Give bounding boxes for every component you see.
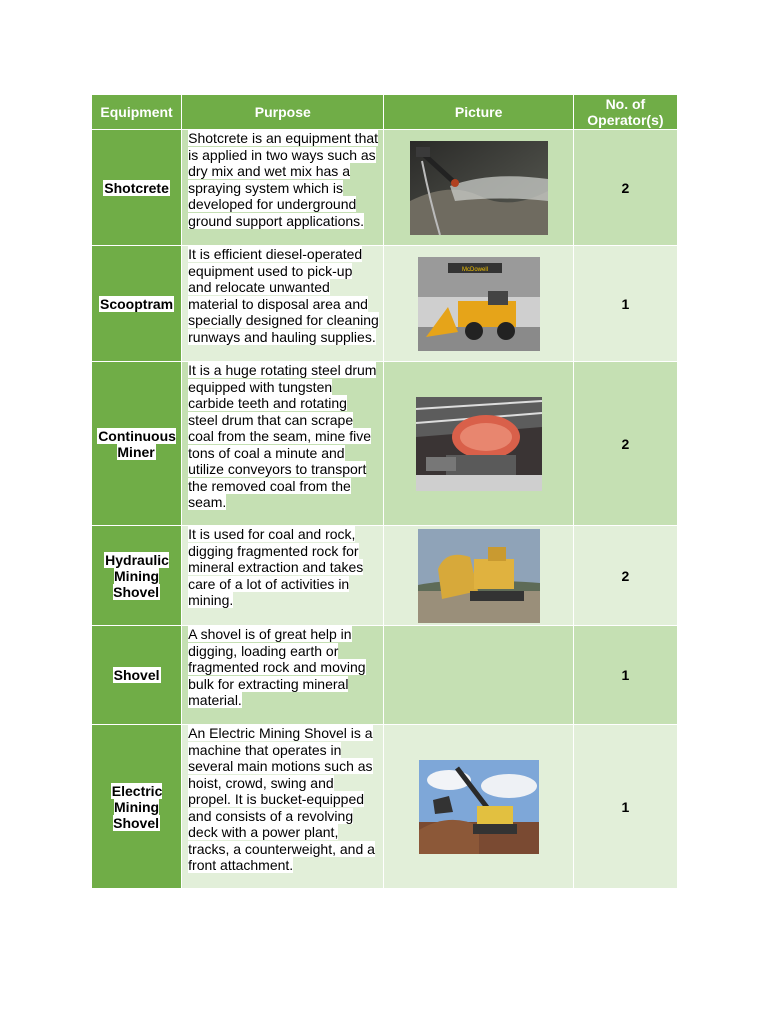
picture-cell (384, 246, 573, 362)
table-row (92, 725, 678, 889)
purpose-text: It is a huge rotating steel drum equipped with tungsten carbide teeth and rotating steel drum that can scrape coal from the seam, mine five tons of coal a minute and utilize conveyors to transport the removed coal from the seam. (188, 362, 377, 510)
purpose-cell (182, 725, 384, 889)
electric-shovel-photo (419, 760, 539, 854)
equipment-name-cell (92, 246, 182, 362)
header-operators: No. of Operator(s) (573, 95, 677, 130)
purpose-text: An Electric Mining Shovel is a machine that operates in several main motions such as hoist, crowd, swing and propel. It is bucket-equipped and consists of a revolving deck with a power plant, tracks, a counterweight, and a front attachment. (188, 725, 375, 873)
photo-sign-text: McDowell (461, 266, 488, 273)
picture-cell (384, 725, 573, 889)
header-row (92, 95, 678, 130)
equipment-name-cell (92, 526, 182, 626)
purpose-text: It is efficient diesel-operated equipment used to pick-up and relocate unwanted material to disposal area and specially designed for cleaning runways and hauling supplies. (188, 246, 379, 345)
equipment-name-cell (92, 130, 182, 246)
equipment-name: Electric Mining Shovel (111, 782, 163, 831)
operators-cell: 1 (573, 626, 677, 725)
equipment-name: Continuous Miner (98, 427, 176, 460)
picture-cell-empty (384, 626, 573, 725)
header-picture: Picture (384, 95, 573, 130)
purpose-cell (182, 130, 384, 246)
operators-cell: 2 (573, 526, 677, 626)
purpose-text: It is used for coal and rock, digging fragmented rock for mineral extraction and takes care of a lot of activities in mining. (188, 526, 364, 608)
picture-cell (384, 130, 573, 246)
equipment-name: Shovel (113, 667, 160, 683)
hydraulic-shovel-photo (418, 529, 540, 623)
purpose-cell (182, 626, 384, 725)
picture-cell (384, 362, 573, 526)
operators-cell: 1 (573, 246, 677, 362)
shotcrete-photo (410, 141, 548, 235)
equipment-table (91, 94, 678, 889)
equipment-name: Scooptram (100, 295, 174, 312)
header-purpose: Purpose (182, 95, 384, 130)
operators-cell: 1 (573, 725, 677, 889)
header-equipment: Equipment (92, 95, 182, 130)
equipment-name-cell (92, 626, 182, 725)
purpose-text: A shovel is of great help in digging, loading earth or fragmented rock and moving bulk for extracting mineral material. (188, 626, 366, 708)
table-row (92, 246, 678, 362)
purpose-cell (182, 526, 384, 626)
equipment-name-cell (92, 362, 182, 526)
table-row (92, 130, 678, 246)
purpose-text: Shotcrete is an equipment that is applied in two ways such as dry mix and wet mix has a spraying system which is developed for underground ground support applications. (188, 130, 379, 229)
scooptram-photo (418, 257, 540, 351)
purpose-cell (182, 246, 384, 362)
purpose-cell (182, 362, 384, 526)
table-row (92, 526, 678, 626)
operators-cell: 2 (573, 362, 677, 526)
continuous-miner-photo (416, 397, 542, 491)
operators-cell: 2 (573, 130, 677, 246)
picture-cell (384, 526, 573, 626)
table-row (92, 362, 678, 526)
equipment-name: Hydraulic Mining Shovel (105, 551, 169, 600)
table-row (92, 626, 678, 725)
equipment-name: Shotcrete (104, 179, 169, 196)
equipment-name-cell (92, 725, 182, 889)
